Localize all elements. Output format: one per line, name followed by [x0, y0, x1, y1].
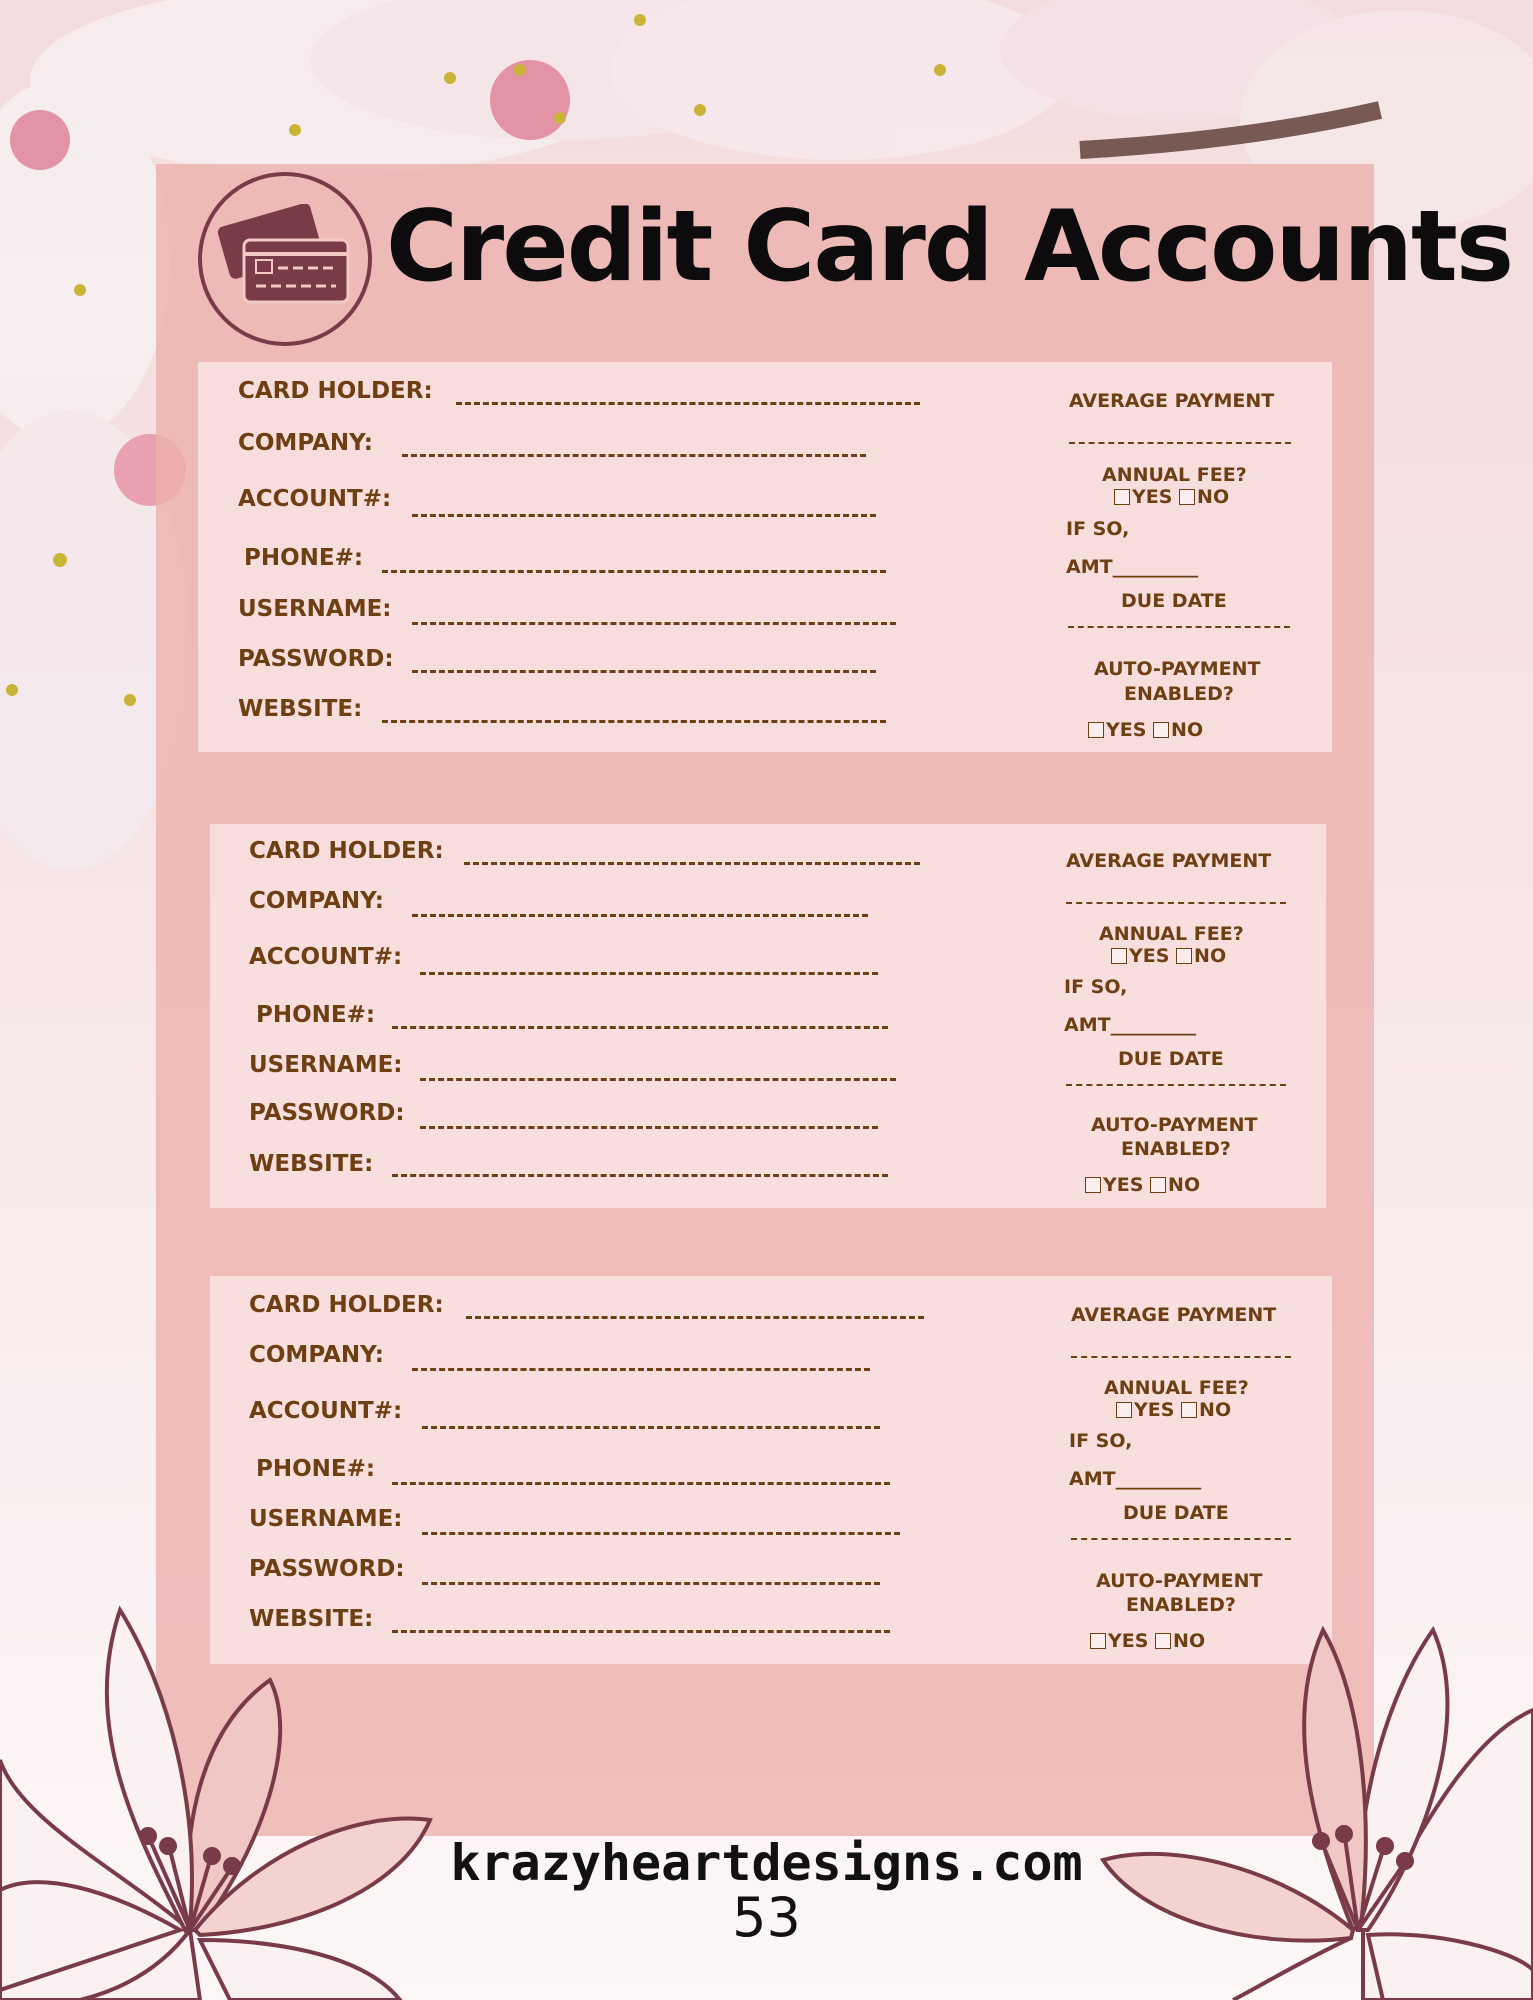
annual-fee-label: ANNUAL FEE?: [1102, 464, 1247, 486]
annual-fee-yes-checkbox[interactable]: [1116, 1402, 1132, 1418]
website-label: WEBSITE:: [249, 1606, 374, 1632]
average-payment-label: AVERAGE PAYMENT: [1069, 390, 1275, 412]
auto-payment-no-checkbox[interactable]: [1150, 1177, 1166, 1193]
page-number: 53: [732, 1886, 801, 1949]
auto-payment-yes-checkbox[interactable]: [1088, 722, 1104, 738]
average-payment-field[interactable]: [1071, 1356, 1291, 1358]
company-label: COMPANY:: [249, 888, 384, 914]
card-holder-field[interactable]: [466, 1316, 924, 1319]
username-label: USERNAME:: [249, 1506, 403, 1532]
auto-payment-yes-checkbox[interactable]: [1085, 1177, 1101, 1193]
username-label: USERNAME:: [249, 1052, 403, 1078]
password-label: PASSWORD:: [249, 1100, 405, 1126]
account-field[interactable]: [422, 1426, 880, 1429]
phone-label: PHONE#:: [244, 545, 364, 571]
account-label: ACCOUNT#:: [249, 944, 403, 970]
password-label: PASSWORD:: [249, 1556, 405, 1582]
auto-payment-options: YES NO: [1090, 1630, 1205, 1652]
phone-label: PHONE#:: [256, 1456, 376, 1482]
card-holder-field[interactable]: [456, 402, 920, 405]
company-field[interactable]: [402, 454, 866, 457]
average-payment-field[interactable]: [1066, 902, 1286, 904]
password-field[interactable]: [422, 1582, 880, 1585]
auto-payment-label: AUTO-PAYMENT: [1091, 1114, 1258, 1136]
average-payment-label: AVERAGE PAYMENT: [1071, 1304, 1277, 1326]
username-label: USERNAME:: [238, 596, 392, 622]
if-so-label: IF SO,: [1064, 976, 1128, 998]
phone-field[interactable]: [392, 1026, 888, 1029]
username-field[interactable]: [422, 1532, 900, 1535]
company-field[interactable]: [412, 914, 868, 917]
average-payment-field[interactable]: [1069, 442, 1291, 444]
account-label: ACCOUNT#:: [238, 486, 392, 512]
amt-field[interactable]: AMT_________: [1066, 556, 1199, 578]
due-date-label: DUE DATE: [1123, 1502, 1229, 1524]
company-field[interactable]: [412, 1368, 870, 1371]
auto-payment-label: AUTO-PAYMENT: [1094, 658, 1261, 680]
annual-fee-no-checkbox[interactable]: [1179, 489, 1195, 505]
annual-fee-label: ANNUAL FEE?: [1099, 923, 1244, 945]
website-label: WEBSITE:: [249, 1151, 374, 1177]
if-so-label: IF SO,: [1066, 518, 1130, 540]
website-field[interactable]: [392, 1630, 890, 1633]
due-date-label: DUE DATE: [1121, 590, 1227, 612]
auto-payment-label-2: ENABLED?: [1126, 1594, 1236, 1616]
password-field[interactable]: [412, 670, 876, 673]
auto-payment-no-checkbox[interactable]: [1153, 722, 1169, 738]
username-field[interactable]: [412, 622, 896, 625]
card-holder-label: CARD HOLDER:: [249, 838, 444, 864]
amt-field[interactable]: AMT_________: [1069, 1468, 1202, 1490]
annual-fee-options: YES NO: [1111, 945, 1226, 967]
annual-fee-options: YES NO: [1116, 1399, 1231, 1421]
auto-payment-label-2: ENABLED?: [1121, 1138, 1231, 1160]
card-holder-label: CARD HOLDER:: [249, 1292, 444, 1318]
due-date-field[interactable]: [1071, 1538, 1291, 1540]
average-payment-label: AVERAGE PAYMENT: [1066, 850, 1272, 872]
if-so-label: IF SO,: [1069, 1430, 1133, 1452]
due-date-field[interactable]: [1066, 1084, 1286, 1086]
website-label: WEBSITE:: [238, 696, 363, 722]
website-field[interactable]: [382, 720, 886, 723]
account-field[interactable]: [420, 972, 878, 975]
password-field[interactable]: [420, 1126, 878, 1129]
title-row: [198, 172, 1513, 354]
website-field[interactable]: [392, 1174, 888, 1177]
page-title: Credit Card Accounts: [386, 190, 1513, 304]
account-label: ACCOUNT#:: [249, 1398, 403, 1424]
auto-payment-label-2: ENABLED?: [1124, 683, 1234, 705]
credit-card-icon: [198, 172, 372, 346]
annual-fee-no-checkbox[interactable]: [1181, 1402, 1197, 1418]
annual-fee-no-checkbox[interactable]: [1176, 948, 1192, 964]
amt-field[interactable]: AMT_________: [1064, 1014, 1197, 1036]
auto-payment-options: YES NO: [1088, 719, 1203, 741]
due-date-label: DUE DATE: [1118, 1048, 1224, 1070]
phone-label: PHONE#:: [256, 1002, 376, 1028]
account-field[interactable]: [412, 514, 876, 517]
annual-fee-label: ANNUAL FEE?: [1104, 1377, 1249, 1399]
password-label: PASSWORD:: [238, 646, 394, 672]
company-label: COMPANY:: [249, 1342, 384, 1368]
auto-payment-options: YES NO: [1085, 1174, 1200, 1196]
card-holder-label: CARD HOLDER:: [238, 378, 433, 404]
company-label: COMPANY:: [238, 430, 373, 456]
card-holder-field[interactable]: [464, 862, 920, 865]
auto-payment-label: AUTO-PAYMENT: [1096, 1570, 1263, 1592]
website-url: krazyheartdesigns.com: [450, 1834, 1083, 1892]
username-field[interactable]: [420, 1078, 896, 1081]
due-date-field[interactable]: [1068, 626, 1290, 628]
annual-fee-yes-checkbox[interactable]: [1114, 489, 1130, 505]
annual-fee-yes-checkbox[interactable]: [1111, 948, 1127, 964]
phone-field[interactable]: [392, 1482, 890, 1485]
annual-fee-options: YES NO: [1114, 486, 1229, 508]
phone-field[interactable]: [382, 570, 886, 573]
